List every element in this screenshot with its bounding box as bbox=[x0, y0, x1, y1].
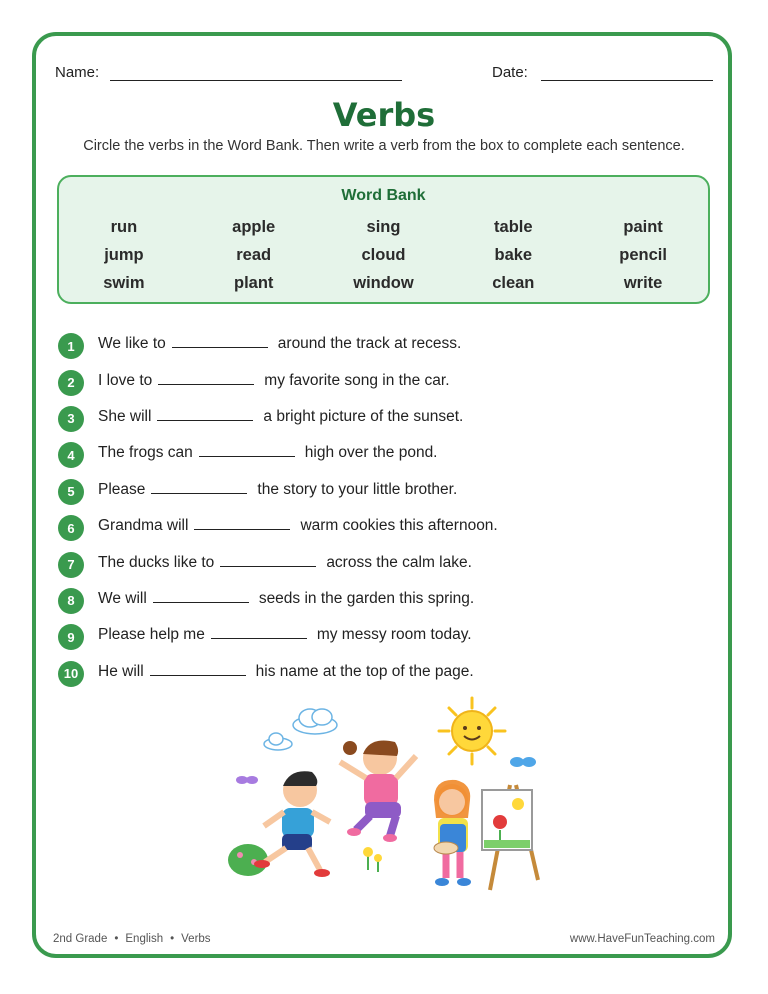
sentence-item bbox=[58, 579, 698, 615]
sentence-before-text: The frogs can bbox=[98, 444, 193, 462]
sentence-after-text: the story to your little brother. bbox=[257, 480, 458, 498]
sentence-text bbox=[98, 477, 457, 499]
butterfly-icon bbox=[510, 757, 536, 767]
footer-topic: Verbs bbox=[181, 933, 211, 945]
footer-subject: English bbox=[125, 933, 164, 945]
sentence-text bbox=[98, 404, 463, 426]
answer-blank[interactable] bbox=[211, 622, 307, 639]
sun-icon bbox=[439, 698, 505, 764]
word-bank-word[interactable]: bake bbox=[494, 245, 533, 264]
name-label: Name: bbox=[55, 64, 100, 81]
sentence-item bbox=[58, 470, 698, 506]
sentence-item bbox=[58, 506, 698, 542]
sentence-text bbox=[98, 659, 474, 681]
answer-blank[interactable] bbox=[172, 331, 268, 348]
date-field[interactable] bbox=[541, 80, 713, 81]
cloud-icon bbox=[293, 709, 337, 734]
sentence-text bbox=[98, 440, 438, 462]
sentence-after-text: across the calm lake. bbox=[326, 553, 472, 571]
sentence-text bbox=[98, 622, 472, 644]
word-bank-grid bbox=[59, 213, 708, 297]
word-bank-row bbox=[59, 241, 708, 269]
word-bank-word[interactable]: table bbox=[494, 217, 533, 236]
sentence-after-text: around the track at recess. bbox=[277, 335, 462, 353]
sentence-text bbox=[98, 331, 461, 353]
word-bank-word[interactable]: clean bbox=[492, 273, 535, 292]
sentence-number-badge: 3 bbox=[58, 406, 84, 432]
sentence-item bbox=[58, 360, 698, 396]
name-field[interactable] bbox=[110, 80, 402, 81]
sentence-before-text: The ducks like to bbox=[98, 553, 215, 571]
butterfly-icon bbox=[236, 776, 258, 784]
word-bank-row bbox=[59, 213, 708, 241]
sentence-number-badge: 4 bbox=[58, 442, 84, 468]
sentence-number-badge: 8 bbox=[58, 588, 84, 614]
sentence-before-text: I love to bbox=[98, 371, 153, 389]
sentence-number-badge: 5 bbox=[58, 479, 84, 505]
sentence-before-text: We like to bbox=[98, 335, 166, 353]
sentence-number-badge: 1 bbox=[58, 333, 84, 359]
sentence-item bbox=[58, 542, 698, 578]
word-bank-word[interactable]: jump bbox=[104, 245, 144, 264]
sentence-after-text: high over the pond. bbox=[304, 444, 438, 462]
sentence-before-text: He will bbox=[98, 662, 144, 680]
sentence-item bbox=[58, 615, 698, 651]
footer-separator: • bbox=[114, 933, 119, 945]
answer-blank[interactable] bbox=[153, 586, 249, 603]
word-bank-word[interactable]: plant bbox=[233, 273, 274, 292]
footer-grade: 2nd Grade bbox=[53, 933, 108, 945]
word-bank-word[interactable]: sing bbox=[366, 217, 401, 236]
answer-blank[interactable] bbox=[157, 404, 253, 421]
word-bank-word[interactable]: apple bbox=[232, 217, 276, 236]
sentence-after-text: my messy room today. bbox=[316, 626, 472, 644]
word-bank-word[interactable]: swim bbox=[103, 273, 145, 292]
sentence-number-badge: 6 bbox=[58, 515, 84, 541]
sentence-text bbox=[98, 550, 472, 572]
sentence-before-text: We will bbox=[98, 589, 147, 607]
sentence-before-text: Please bbox=[98, 480, 146, 498]
word-bank-word[interactable]: window bbox=[353, 273, 414, 292]
sentence-list bbox=[58, 324, 698, 688]
sentence-before-text: Please help me bbox=[98, 626, 205, 644]
sentence-before-text: Grandma will bbox=[98, 517, 189, 535]
page-title: Verbs bbox=[332, 96, 436, 134]
sentence-text bbox=[98, 368, 450, 390]
sentence-number-badge: 10 bbox=[58, 661, 84, 687]
word-bank-word[interactable]: paint bbox=[623, 217, 663, 236]
answer-blank[interactable] bbox=[150, 659, 246, 676]
sentence-number-badge: 9 bbox=[58, 624, 84, 650]
easel-icon bbox=[482, 785, 538, 890]
sentence-after-text: a bright picture of the sunset. bbox=[263, 407, 464, 425]
cloud-icon bbox=[264, 733, 292, 750]
sentence-item bbox=[58, 324, 698, 360]
sentence-item bbox=[58, 397, 698, 433]
flower-icon bbox=[363, 847, 382, 872]
instructions: Circle the verbs in the Word Bank. Then write a verb from the box to complete each sentence. bbox=[83, 138, 685, 154]
sentence-after-text: seeds in the garden this spring. bbox=[258, 589, 475, 607]
word-bank-word[interactable]: run bbox=[110, 217, 138, 236]
word-bank-title: Word Bank bbox=[341, 187, 426, 204]
sentence-number-badge: 7 bbox=[58, 552, 84, 578]
footer-breadcrumb bbox=[53, 933, 211, 945]
word-bank bbox=[57, 175, 710, 304]
word-bank-row bbox=[59, 269, 708, 297]
answer-blank[interactable] bbox=[199, 440, 295, 457]
sentence-text bbox=[98, 513, 498, 535]
answer-blank[interactable] bbox=[158, 368, 254, 385]
sentence-text bbox=[98, 586, 474, 608]
word-bank-word[interactable]: read bbox=[236, 245, 272, 264]
word-bank-word[interactable]: cloud bbox=[361, 245, 406, 264]
running-boy-figure bbox=[254, 771, 330, 877]
sentence-after-text: his name at the top of the page. bbox=[255, 662, 474, 680]
sentence-number-badge: 2 bbox=[58, 370, 84, 396]
answer-blank[interactable] bbox=[194, 513, 290, 530]
answer-blank[interactable] bbox=[151, 477, 247, 494]
footer-website[interactable]: www.HaveFunTeaching.com bbox=[569, 933, 715, 945]
date-label: Date: bbox=[492, 64, 528, 81]
sentence-before-text: She will bbox=[98, 407, 152, 425]
jumping-girl-figure bbox=[340, 741, 416, 843]
kids-playing-illustration bbox=[220, 690, 550, 910]
sentence-item bbox=[58, 652, 698, 688]
word-bank-word[interactable]: write bbox=[623, 273, 663, 292]
sentence-after-text: my favorite song in the car. bbox=[264, 371, 450, 389]
sentence-item bbox=[58, 433, 698, 469]
painting-girl-figure bbox=[434, 780, 471, 886]
footer-separator: • bbox=[170, 933, 175, 945]
sentence-after-text: warm cookies this afternoon. bbox=[300, 517, 498, 535]
word-bank-word[interactable]: pencil bbox=[619, 245, 667, 264]
answer-blank[interactable] bbox=[220, 550, 316, 567]
